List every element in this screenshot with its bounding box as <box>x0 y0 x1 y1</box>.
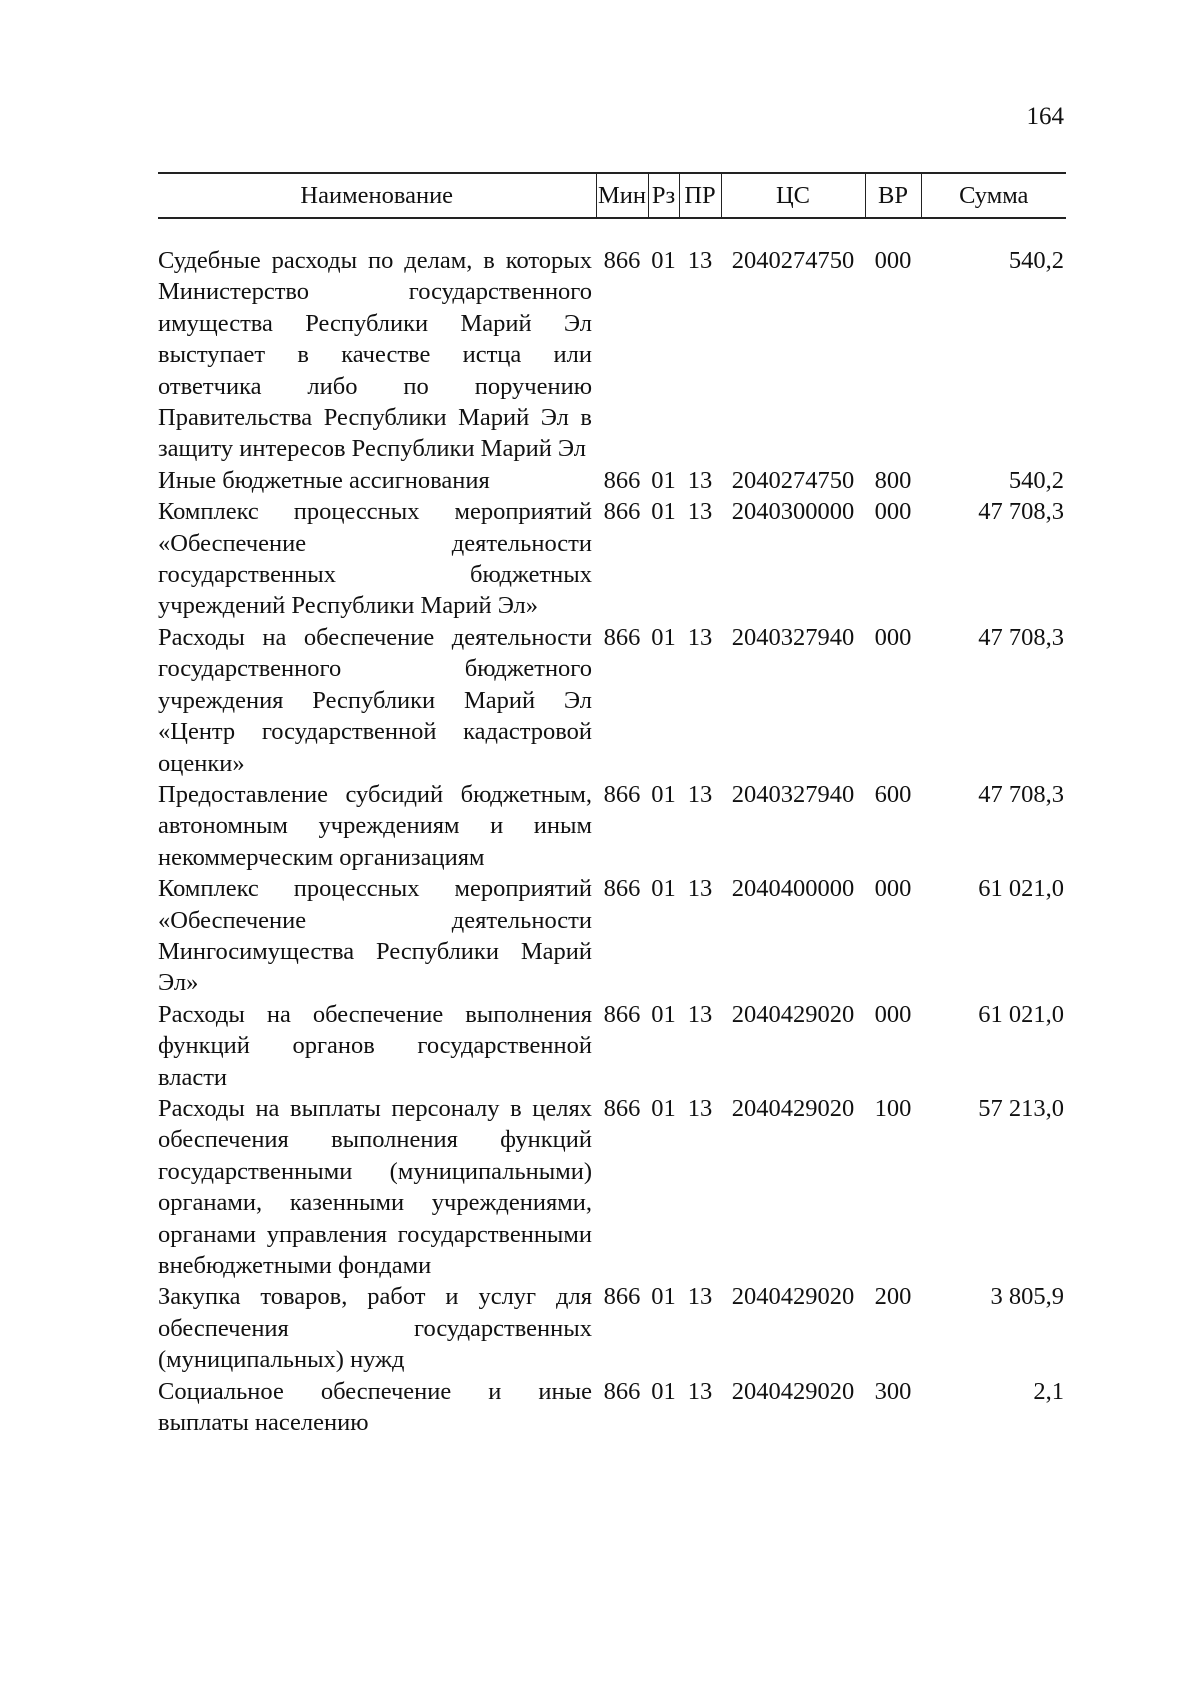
row-vr: 800 <box>874 466 912 494</box>
row-sum: 3 805,9 <box>990 1283 1064 1311</box>
row-pr: 13 <box>687 466 713 494</box>
row-pr: 13 <box>687 780 713 808</box>
row-cs: 2040400000 <box>731 875 855 903</box>
row-sum: 61 021,0 <box>978 1000 1064 1028</box>
row-rz: 01 <box>651 780 676 808</box>
row-min: 866 <box>603 1094 641 1122</box>
row-sum: 47 708,3 <box>978 623 1064 651</box>
table-row <box>158 465 1066 496</box>
row-vr: 000 <box>874 498 912 526</box>
row-cs: 2040429020 <box>731 1094 855 1122</box>
row-name: Социальное обеспечение и иные выплаты населению <box>158 1377 592 1437</box>
table-row <box>158 245 1066 465</box>
row-name: Закупка товаров, работ и услуг для обеспечения государственных (муниципальных) нужд <box>158 1283 592 1374</box>
row-min: 866 <box>603 875 641 903</box>
row-sum: 47 708,3 <box>978 780 1064 808</box>
header-pr: ПР <box>679 173 721 218</box>
row-sum: 540,2 <box>1008 247 1064 274</box>
header-vr: ВР <box>865 173 921 218</box>
row-vr: 000 <box>874 1000 912 1028</box>
row-pr: 13 <box>687 875 713 903</box>
table-row <box>158 496 1066 622</box>
row-min: 866 <box>603 780 641 808</box>
row-pr: 13 <box>687 1377 713 1405</box>
row-rz: 01 <box>651 466 676 494</box>
row-pr: 13 <box>687 498 713 526</box>
row-cs: 2040429020 <box>731 1000 855 1028</box>
row-vr: 600 <box>874 780 912 808</box>
row-pr: 13 <box>687 1094 713 1122</box>
row-vr: 000 <box>874 875 912 903</box>
table-row <box>158 622 1066 779</box>
row-cs: 2040300000 <box>731 498 855 526</box>
table-header <box>158 173 1066 218</box>
row-rz: 01 <box>651 1094 676 1122</box>
table-row <box>158 1376 1066 1439</box>
row-pr: 13 <box>687 1000 713 1028</box>
row-name: Иные бюджетные ассигнования <box>158 466 490 494</box>
row-cs: 2040274750 <box>731 247 855 274</box>
header-sum: Сумма <box>921 173 1066 218</box>
row-pr: 13 <box>687 1283 713 1311</box>
row-sum: 540,2 <box>1008 466 1064 494</box>
row-rz: 01 <box>651 247 676 274</box>
header-rz: Рз <box>648 173 679 218</box>
table-row <box>158 999 1066 1093</box>
row-pr: 13 <box>687 247 713 274</box>
row-name: Судебные расходы по делам, в которых Министерство государственного имущества Республики Марий Эл выступает в качестве истца или ответчика либо по поручению Правительства Республики Марий Эл в защиту интересов Республики Марий Эл <box>158 247 592 463</box>
row-vr: 300 <box>874 1377 912 1405</box>
header-min: Мин <box>596 173 648 218</box>
header-cs: ЦС <box>721 173 865 218</box>
row-min: 866 <box>603 498 641 526</box>
table-row <box>158 1281 1066 1375</box>
row-rz: 01 <box>651 1377 676 1405</box>
row-sum: 47 708,3 <box>978 498 1064 526</box>
row-cs: 2040429020 <box>731 1377 855 1405</box>
row-rz: 01 <box>651 1000 676 1028</box>
row-sum: 2,1 <box>1033 1377 1064 1405</box>
row-min: 866 <box>603 623 641 651</box>
row-name: Расходы на выплаты персоналу в целях обеспечения выполнения функций государственными (муниципальными) органами, казенными учреждениями, органами управления государственными внебюджетными фондами <box>158 1094 592 1279</box>
row-rz: 01 <box>651 623 676 651</box>
row-min: 866 <box>603 1283 641 1311</box>
table-row <box>158 1093 1066 1281</box>
row-min: 866 <box>603 466 641 494</box>
row-vr: 200 <box>874 1283 912 1311</box>
page-number: 164 <box>1026 103 1064 130</box>
row-rz: 01 <box>651 498 676 526</box>
row-rz: 01 <box>651 875 676 903</box>
row-cs: 2040327940 <box>731 780 855 808</box>
row-cs: 2040429020 <box>731 1283 855 1311</box>
row-name: Предоставление субсидий бюджетным, автономным учреждениям и иным некоммерческим организациям <box>158 780 592 871</box>
row-vr: 000 <box>874 247 912 274</box>
row-sum: 61 021,0 <box>978 875 1064 903</box>
row-name: Комплекс процессных мероприятий «Обеспечение деятельности Мингосимущества Республики Марий Эл» <box>158 875 592 997</box>
table-row <box>158 779 1066 873</box>
header-name: Наименование <box>158 173 596 218</box>
row-vr: 000 <box>874 623 912 651</box>
row-min: 866 <box>603 247 641 274</box>
table-row <box>158 873 1066 999</box>
row-sum: 57 213,0 <box>978 1094 1064 1122</box>
row-name: Расходы на обеспечение выполнения функций органов государственной власти <box>158 1000 592 1091</box>
row-cs: 2040274750 <box>731 466 855 494</box>
row-pr: 13 <box>687 623 713 651</box>
row-name: Расходы на обеспечение деятельности государственного бюджетного учреждения Республики Марий Эл «Центр государственной кадастровой оценки» <box>158 623 592 777</box>
row-cs: 2040327940 <box>731 623 855 651</box>
row-min: 866 <box>603 1377 641 1405</box>
row-vr: 100 <box>874 1094 912 1122</box>
row-min: 866 <box>603 1000 641 1028</box>
budget-table <box>158 172 1066 1438</box>
row-name: Комплекс процессных мероприятий «Обеспечение деятельности государственных бюджетных учреждений Республики Марий Эл» <box>158 498 592 620</box>
row-rz: 01 <box>651 1283 676 1311</box>
